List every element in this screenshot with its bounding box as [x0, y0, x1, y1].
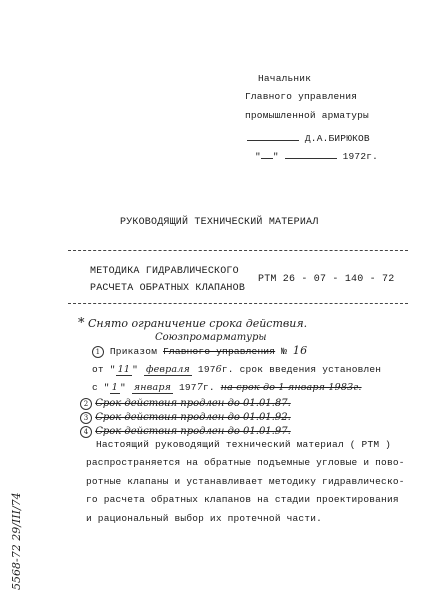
margin-registration-note: 5568-72 29/III/74	[10, 492, 23, 590]
extension-3-text: Срок действия продлен до 01.01.97.	[95, 426, 291, 437]
body-line-3: ротные клапаны и устанавливает методику гидравлическо-	[86, 476, 405, 487]
note-number-2: 2	[80, 398, 92, 410]
body-line-5: и рациональный выбор их протечной части.	[86, 513, 323, 524]
approval-title: Начальник	[258, 73, 312, 84]
note-number-1: 1	[92, 346, 104, 358]
order-struck-text: Главного управления	[163, 346, 276, 357]
date-day-blank	[261, 158, 273, 159]
order-prefix: Приказом	[109, 346, 158, 357]
extension-2	[80, 412, 291, 424]
date-year: 1972г.	[342, 151, 379, 162]
title-line-1: МЕТОДИКА ГИДРАВЛИЧЕСКОГО	[90, 266, 239, 277]
since-day: 1	[111, 382, 118, 393]
approval-org-line-1: Главного управления	[245, 91, 358, 102]
order-line	[92, 344, 307, 358]
order-year-prefix: 197	[197, 364, 216, 375]
body-line-4: го расчета обратных клапанов на стадии проектирования	[86, 494, 399, 505]
order-number: 16	[292, 344, 308, 357]
date-quote-close: "	[272, 151, 279, 162]
title-rule-top	[68, 250, 408, 251]
since-month: января	[133, 382, 172, 393]
approval-signature: Д.А.БИРЮКОВ	[304, 133, 370, 144]
approval-date	[255, 151, 378, 162]
order-day: 11	[117, 364, 131, 375]
approval-org-line-2: промышленной арматуры	[245, 110, 369, 121]
title-rule-bottom	[68, 303, 408, 304]
extension-1-text: Срок действия продлен до 01.01.87.	[95, 398, 291, 409]
order-month: февраля	[145, 364, 191, 375]
note-number-4: 4	[80, 426, 92, 438]
order-org-handwritten: Союзпромарматуры	[155, 332, 267, 343]
order-date-line: от " 11 " февраля 1976г. срок введения установлен	[92, 364, 382, 375]
removed-limit-text: Снято ограничение срока действия.	[88, 317, 308, 330]
order-year-suffix: г. срок введения установлен	[221, 364, 382, 375]
date-quote-open: "	[255, 151, 261, 162]
from-label: от	[92, 364, 104, 375]
signature-blank	[247, 140, 299, 141]
title-code: РТМ 26 - 07 - 140 - 72	[258, 274, 395, 285]
order-year-hand: 6	[215, 364, 222, 375]
extension-3	[80, 426, 291, 438]
body-line-2: распространяется на обратные подъемные угловые и пово-	[86, 457, 405, 468]
doc-type-heading: РУКОВОДЯЩИЙ ТЕХНИЧЕСКИЙ МАТЕРИАЛ	[120, 217, 319, 228]
since-year-suffix: г.	[202, 382, 215, 393]
extension-2-text: Срок действия продлен до 01.01.92.	[95, 412, 291, 423]
date-month-blank	[285, 158, 337, 159]
asterisk-mark: *	[78, 316, 85, 331]
since-label: с	[92, 382, 98, 393]
body-line-1: Настоящий руководящий технический материал ( РТМ )	[96, 439, 392, 450]
title-line-2: РАСЧЕТА ОБРАТНЫХ КЛАПАНОВ	[90, 283, 246, 294]
since-year-prefix: 197	[179, 382, 197, 393]
removed-limit-note	[78, 316, 307, 331]
extension-1	[80, 398, 291, 410]
since-line: с " 1 " января 1977г. на срок до 1 января 1983г.	[92, 382, 362, 393]
since-struck-text: на срок до 1 января 1983г.	[220, 382, 362, 393]
note-number-3: 3	[80, 412, 92, 424]
since-year-hand: 7	[196, 382, 203, 393]
order-number-label: №	[281, 346, 287, 357]
approval-signature-line	[247, 133, 370, 144]
